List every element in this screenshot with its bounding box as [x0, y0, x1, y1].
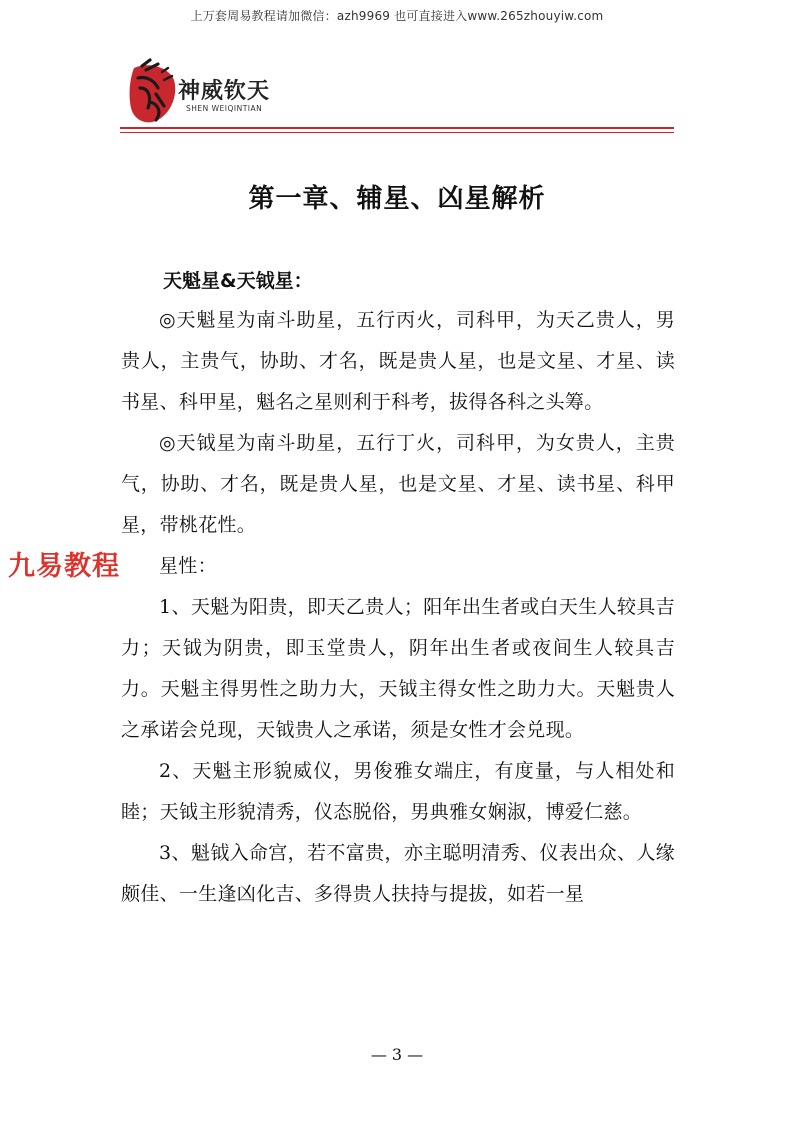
brand-logo	[128, 58, 328, 128]
logo-name-en: SHEN WEIQINTIAN	[186, 104, 263, 113]
calligraphy-seal-icon	[128, 58, 178, 126]
page-number: — 3 —	[370, 1045, 424, 1064]
document-body	[121, 262, 675, 915]
header-rule-thin	[120, 132, 674, 133]
paragraph: ◎天魁星为南斗助星，五行丙火，司科甲，为天乙贵人，男贵人，主贵气，协助、才名，既是贵人星，也是文星、才星、读书星、科甲星，魁名之星则利于科考，拔得各科之头筹。	[121, 309, 675, 413]
paragraph: 1、天魁为阳贵，即天乙贵人；阳年出生者或白天生人较具吉力；天钺为阴贵，即玉堂贵人，阴年出生者或夜间生人较具吉力。天魁主得男性之助力大，天钺主得女性之助力大。天魁贵人之承诺会兑现，天钺贵人之承诺，须是女性才会兑现。	[121, 596, 675, 741]
header-rule-thick	[120, 127, 674, 129]
paragraph: ◎天钺星为南斗助星，五行丁火，司科甲，为女贵人，主贵气，协助、才名，既是贵人星，也是文星、才星、读书星、科甲星，带桃花性。	[121, 432, 675, 536]
header-promo-text: 上万套周易教程请加微信：azh9969 也可直接进入www.265zhouyiw.com	[190, 9, 604, 23]
paragraph: 2、天魁主形貌威仪，男俊雅女端庄，有度量，与人相处和睦；天钺主形貌清秀，仪态脱俗，男典雅女娴淑，博爱仁慈。	[121, 760, 675, 823]
chapter-title: 第一章、辅星、凶星解析	[248, 184, 546, 214]
watermark-text: 九易教程	[8, 551, 120, 582]
paragraph: 星性：	[159, 555, 217, 577]
section-heading: 天魁星&天钺星：	[163, 270, 313, 292]
paragraph: 3、魁钺入命宫，若不富贵，亦主聪明清秀、仪表出众、人缘颇佳、一生逢凶化吉、多得贵人扶持与提拔，如若一星	[121, 842, 675, 905]
logo-name-cn: 神威钦天	[178, 79, 271, 104]
